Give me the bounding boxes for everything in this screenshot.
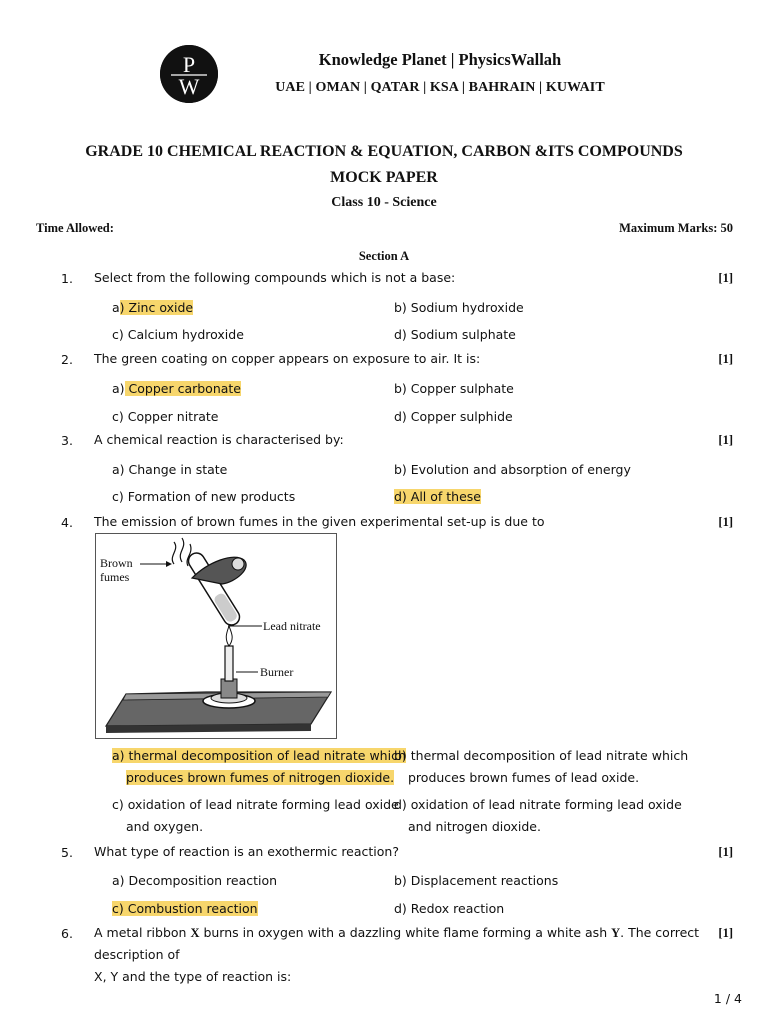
option-a: a) Change in state	[112, 462, 228, 477]
question-marks: [1]	[718, 352, 733, 366]
label-burner: Burner	[260, 665, 294, 679]
label-fumes: fumes	[100, 570, 130, 584]
paper-subtitle: Class 10 - Science	[331, 195, 437, 210]
flame	[226, 626, 232, 646]
option-highlight: d) All of these	[394, 489, 481, 504]
option-c	[112, 898, 258, 920]
question-number: 6.	[61, 926, 73, 941]
pw-logo	[160, 45, 218, 103]
question-number: 4.	[61, 515, 73, 530]
option-b: b) Sodium hydroxide	[394, 300, 524, 315]
time-allowed: Time Allowed:	[36, 221, 114, 235]
option-c: c) Copper nitrate	[112, 409, 219, 424]
option-d: d) Sodium sulphate	[394, 327, 516, 342]
label-brown: Brown	[100, 556, 133, 570]
option-c: c) Calcium hydroxide	[112, 327, 244, 342]
question-text: A chemical reaction is characterised by:	[94, 432, 344, 447]
question-marks: [1]	[718, 926, 733, 940]
option-d	[394, 486, 481, 508]
option-a: a) Decomposition reaction	[112, 873, 278, 888]
question-number: 5.	[61, 845, 73, 860]
paper-title: GRADE 10 CHEMICAL REACTION & EQUATION, CARBON &ITS COMPOUNDS	[85, 143, 683, 160]
question-marks: [1]	[718, 271, 733, 285]
option-d: d) Redox reaction	[394, 901, 505, 916]
option-b: b) Displacement reactions	[394, 873, 559, 888]
option-d: d) Copper sulphide	[394, 409, 513, 424]
page-number: 1 / 4	[713, 991, 742, 1006]
option-highlight: a) thermal decomposition of lead nitrate which	[112, 748, 406, 763]
question-marks: [1]	[718, 515, 733, 529]
question-text: Select from the following compounds which is not a base:	[94, 270, 456, 285]
option-highlight: Copper carbonate	[124, 381, 241, 396]
logo-letter-w: W	[178, 74, 200, 99]
burner-tube	[225, 646, 233, 681]
paper-title-line2: MOCK PAPER	[330, 169, 438, 186]
option-b: b) Copper sulphate	[394, 381, 514, 396]
logo-letter-p: P	[182, 52, 196, 77]
experiment-figure	[95, 533, 337, 739]
maximum-marks: Maximum Marks: 50	[619, 221, 733, 235]
question-text: The green coating on copper appears on exposure to air. It is:	[94, 351, 481, 366]
question-number: 2.	[61, 352, 73, 367]
brand-regions: UAE | OMAN | QATAR | KSA | BAHRAIN | KUWAIT	[275, 80, 605, 95]
option-a: a) Zinc oxide	[112, 300, 194, 315]
question-text: The emission of brown fumes in the given experimental set-up is due to	[94, 514, 545, 529]
section-heading: Section A	[358, 249, 410, 263]
option-highlight: produces brown fumes of nitrogen dioxide.	[126, 770, 395, 785]
option-a: a) Copper carbonate	[112, 381, 241, 396]
question-marks: [1]	[718, 433, 733, 447]
question-text: A metal ribbon X burns in oxygen with a dazzling white flame forming a white ash Y. The correct description of X, Y and the type of reaction is:	[94, 925, 700, 984]
option-d: d) oxidation of lead nitrate forming lead oxide and nitrogen dioxide.	[394, 797, 682, 834]
option-a	[112, 745, 406, 789]
option-highlight: c) Combustion reaction	[112, 901, 258, 916]
question-marks: [1]	[718, 845, 733, 859]
question-number: 3.	[61, 433, 73, 448]
option-b: b) thermal decomposition of lead nitrate which produces brown fumes of lead oxide.	[394, 748, 689, 785]
pw-logo-icon	[160, 45, 218, 103]
option-highlight: ) Zinc oxide	[119, 300, 194, 315]
brand-title: Knowledge Planet | PhysicsWallah	[318, 50, 562, 69]
question-number: 1.	[61, 271, 73, 286]
option-c: c) Formation of new products	[112, 489, 296, 504]
option-b: b) Evolution and absorption of energy	[394, 462, 631, 477]
option-c: c) oxidation of lead nitrate forming lead oxide and oxygen.	[112, 797, 399, 834]
label-lead-nitrate: Lead nitrate	[263, 619, 321, 633]
question-text: What type of reaction is an exothermic reaction?	[94, 844, 399, 859]
